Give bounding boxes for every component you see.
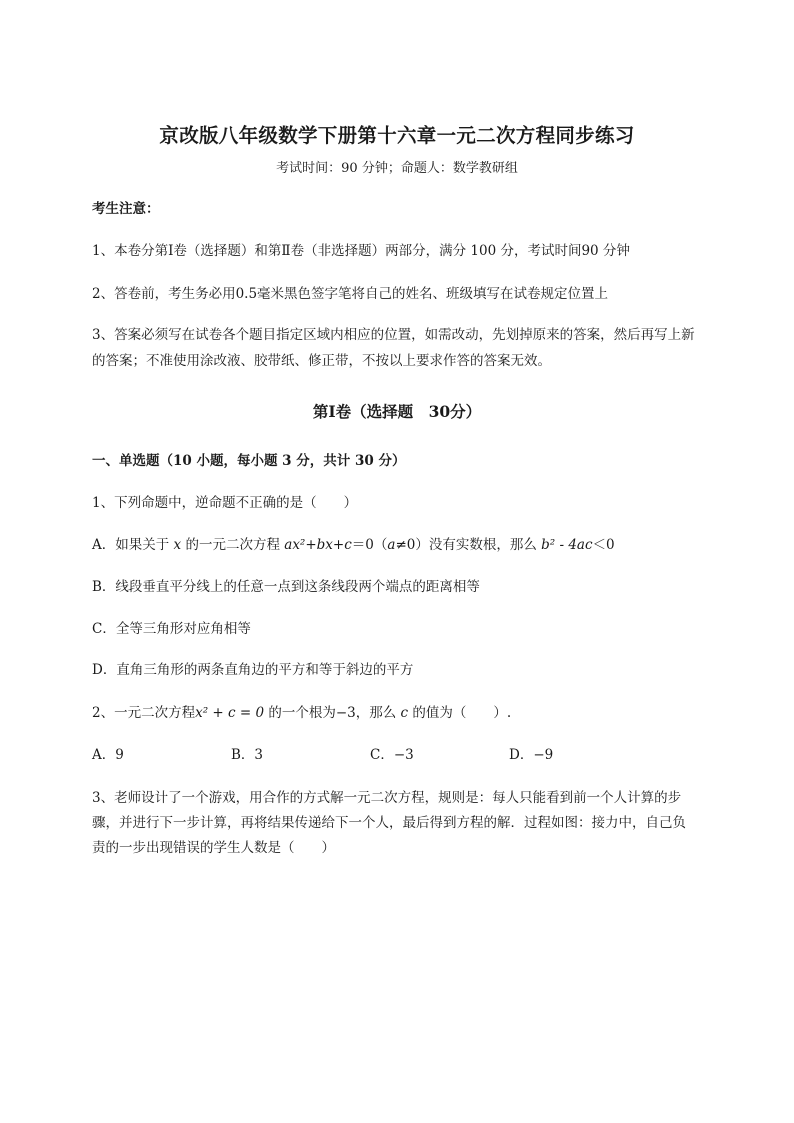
option-a-text: 的一元二次方程 bbox=[181, 537, 285, 553]
notice-item-2: 2、答卷前，考生务必用0.5毫米黑色签字笔将自己的姓名、班级填写在试卷规定位置上 bbox=[92, 286, 609, 302]
option-a-text: A．如果关于 bbox=[92, 537, 174, 553]
question-2-option-d: D．−9 bbox=[509, 747, 554, 763]
section-title: 第Ⅰ卷（选择题 30分） bbox=[312, 402, 482, 421]
part-heading: 一、单选题（10 小题，每小题 3 分，共计 30 分） bbox=[92, 453, 406, 469]
notice-item-1: 1、本卷分第Ⅰ卷（选择题）和第Ⅱ卷（非选择题）两部分，满分 100 分，考试时间90 分钟 bbox=[92, 243, 630, 259]
option-a-text: ＝0（ bbox=[351, 537, 388, 553]
question-3-line-1: 3、老师设计了一个游戏，用合作的方式解一元二次方程，规则是：每人只能看到前一个人计算的步 bbox=[92, 790, 682, 806]
question-1-stem: 1、下列命题中，逆命题不正确的是（ ） bbox=[92, 495, 358, 511]
exam-info: 考试时间：90 分钟；命题人：数学教研组 bbox=[276, 161, 518, 176]
option-a-text: ≠0）没有实数根，那么 bbox=[395, 537, 542, 553]
page-title: 京改版八年级数学下册第十六章一元二次方程同步练习 bbox=[159, 124, 635, 147]
question-2-option-b: B．3 bbox=[231, 747, 264, 763]
equation: ax²+bx+c bbox=[284, 537, 352, 553]
question-2-text: 的值为（ ）. bbox=[408, 705, 512, 721]
option-a-text: ＜0 bbox=[592, 537, 615, 553]
notice-heading: 考生注意： bbox=[92, 201, 160, 217]
equation: x² + c = 0 bbox=[195, 705, 265, 721]
question-2-option-c: C．−3 bbox=[370, 747, 414, 763]
question-1-option-a bbox=[92, 535, 702, 555]
question-2-option-a: A．9 bbox=[92, 747, 124, 763]
question-3-line-3: 责的一步出现错误的学生人数是（ ） bbox=[92, 840, 335, 856]
discriminant: b² - 4ac bbox=[541, 537, 593, 553]
question-1-option-b: B．线段垂直平分线上的任意一点到这条线段两个端点的距离相等 bbox=[92, 579, 480, 595]
question-3-line-2: 骤，并进行下一步计算，再将结果传递给下一个人，最后得到方程的解．过程如图：接力中，自己负 bbox=[92, 815, 686, 831]
question-2-text: 的一个根为−3，那么 bbox=[264, 705, 401, 721]
question-2-stem bbox=[92, 703, 702, 723]
notice-item-3-cont: 的答案；不准使用涂改液、胶带纸、修正带，不按以上要求作答的答案无效。 bbox=[92, 353, 551, 369]
var-x: x bbox=[173, 537, 182, 553]
question-2-text: 2、一元二次方程 bbox=[92, 705, 196, 721]
question-1-option-d: D．直角三角形的两条直角边的平方和等于斜边的平方 bbox=[92, 662, 414, 678]
notice-item-3: 3、答案必须写在试卷各个题目指定区域内相应的位置，如需改动，先划掉原来的答案，然后再写上新 bbox=[92, 327, 695, 343]
var-a: a bbox=[387, 537, 396, 553]
question-1-option-c: C．全等三角形对应角相等 bbox=[92, 621, 251, 637]
var-c: c bbox=[400, 705, 409, 721]
